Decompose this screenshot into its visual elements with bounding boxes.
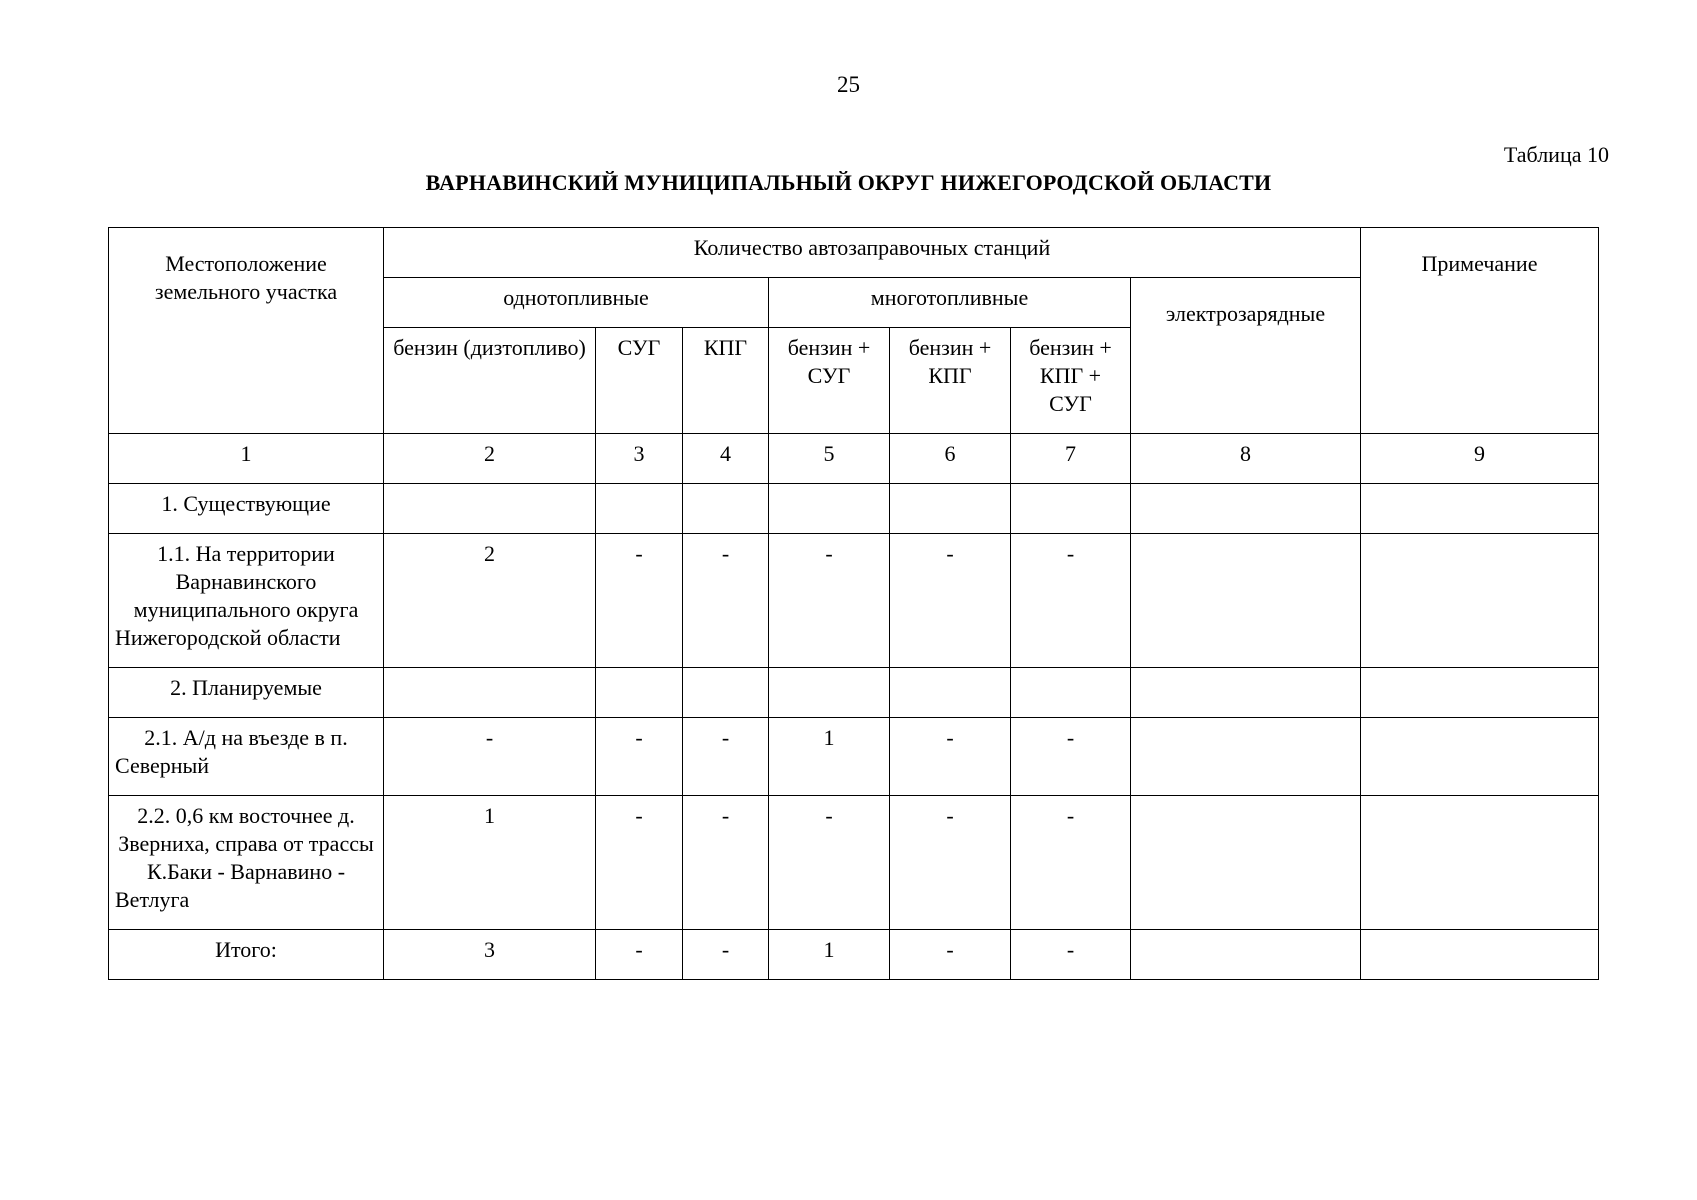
header-petrol: бензин (дизтопливо) bbox=[384, 328, 596, 434]
table-cell: - bbox=[596, 796, 683, 930]
table-cell: - bbox=[683, 534, 769, 668]
table-cell: - bbox=[1011, 930, 1131, 980]
header-multi-fuel: многотопливные bbox=[769, 278, 1131, 328]
table-cell bbox=[683, 484, 769, 534]
table-cell: - bbox=[769, 534, 890, 668]
table-cell bbox=[769, 484, 890, 534]
table-cell: - bbox=[596, 930, 683, 980]
table-cell bbox=[1361, 930, 1599, 980]
table-cell: 2 bbox=[384, 534, 596, 668]
table-label: Таблица 10 bbox=[1503, 142, 1609, 167]
table-cell bbox=[1361, 484, 1599, 534]
table-cell: - bbox=[1011, 796, 1131, 930]
table-cell: 1 bbox=[769, 718, 890, 796]
table-cell: - bbox=[890, 796, 1011, 930]
table-cell bbox=[1361, 534, 1599, 668]
table-cell bbox=[1131, 930, 1361, 980]
column-number: 9 bbox=[1361, 434, 1599, 484]
header-cng: КПГ bbox=[683, 328, 769, 434]
table-cell: - bbox=[683, 796, 769, 930]
table-row bbox=[109, 668, 1599, 718]
table-cell bbox=[596, 668, 683, 718]
header-petrol-cng: бензин + КПГ bbox=[890, 328, 1011, 434]
table-cell bbox=[1361, 668, 1599, 718]
table-cell bbox=[1131, 796, 1361, 930]
column-number: 6 bbox=[890, 434, 1011, 484]
column-number: 3 bbox=[596, 434, 683, 484]
column-number: 1 bbox=[109, 434, 384, 484]
page-number: 25 bbox=[837, 72, 860, 97]
table-cell: - bbox=[890, 534, 1011, 668]
table-cell: 3 bbox=[384, 930, 596, 980]
row-location: 2. Планируемые bbox=[109, 668, 384, 718]
table-cell bbox=[890, 484, 1011, 534]
table-cell: - bbox=[890, 930, 1011, 980]
fuel-stations-table bbox=[108, 227, 1599, 980]
header-petrol-cng-lpg: бензин + КПГ + СУГ bbox=[1011, 328, 1131, 434]
table-row bbox=[109, 718, 1599, 796]
table-cell bbox=[1131, 668, 1361, 718]
table-row bbox=[109, 796, 1599, 930]
table-cell bbox=[890, 668, 1011, 718]
header-note: Примечание bbox=[1361, 228, 1599, 434]
table-cell bbox=[1361, 796, 1599, 930]
row-location: Итого: bbox=[109, 930, 384, 980]
table-cell bbox=[384, 484, 596, 534]
column-numbers-row bbox=[109, 434, 1599, 484]
table-cell: - bbox=[890, 718, 1011, 796]
table-cell bbox=[1011, 668, 1131, 718]
table-cell bbox=[1011, 484, 1131, 534]
total-row bbox=[109, 930, 1599, 980]
header-count: Количество автозаправочных станций bbox=[384, 228, 1361, 278]
column-number: 7 bbox=[1011, 434, 1131, 484]
table-cell bbox=[1361, 718, 1599, 796]
table-cell: 1 bbox=[384, 796, 596, 930]
table-cell: - bbox=[1011, 534, 1131, 668]
row-location: 2.1. А/д на въезде в п. Северный bbox=[109, 718, 384, 796]
table-cell: - bbox=[683, 930, 769, 980]
table-cell: - bbox=[769, 796, 890, 930]
table-cell bbox=[1131, 484, 1361, 534]
table-cell: - bbox=[683, 718, 769, 796]
column-number: 2 bbox=[384, 434, 596, 484]
row-location: 1. Существующие bbox=[109, 484, 384, 534]
table-cell bbox=[1131, 534, 1361, 668]
column-number: 8 bbox=[1131, 434, 1361, 484]
header-petrol-lpg: бензин + СУГ bbox=[769, 328, 890, 434]
header-electric: электрозарядные bbox=[1131, 278, 1361, 434]
table-cell: 1 bbox=[769, 930, 890, 980]
table-row bbox=[109, 534, 1599, 668]
column-number: 4 bbox=[683, 434, 769, 484]
table-cell: - bbox=[1011, 718, 1131, 796]
table-cell bbox=[769, 668, 890, 718]
table-cell bbox=[1131, 718, 1361, 796]
column-number: 5 bbox=[769, 434, 890, 484]
row-location: 2.2. 0,6 км восточнее д. Зверниха, справа от трассы К.Баки - Варнавино - Ветлуга bbox=[109, 796, 384, 930]
table-cell: - bbox=[596, 718, 683, 796]
header-lpg: СУГ bbox=[596, 328, 683, 434]
row-location: 1.1. На территории Варнавинского муниципального округа Нижегородской области bbox=[109, 534, 384, 668]
header-location: Местоположение земельного участка bbox=[109, 228, 384, 434]
table-cell bbox=[596, 484, 683, 534]
table-cell bbox=[384, 668, 596, 718]
document-title: ВАРНАВИНСКИЙ МУНИЦИПАЛЬНЫЙ ОКРУГ НИЖЕГОРОДСКОЙ ОБЛАСТИ bbox=[425, 170, 1272, 195]
table-row bbox=[109, 484, 1599, 534]
table-cell: - bbox=[384, 718, 596, 796]
table-cell: - bbox=[596, 534, 683, 668]
table-cell bbox=[683, 668, 769, 718]
header-single-fuel: однотопливные bbox=[384, 278, 769, 328]
